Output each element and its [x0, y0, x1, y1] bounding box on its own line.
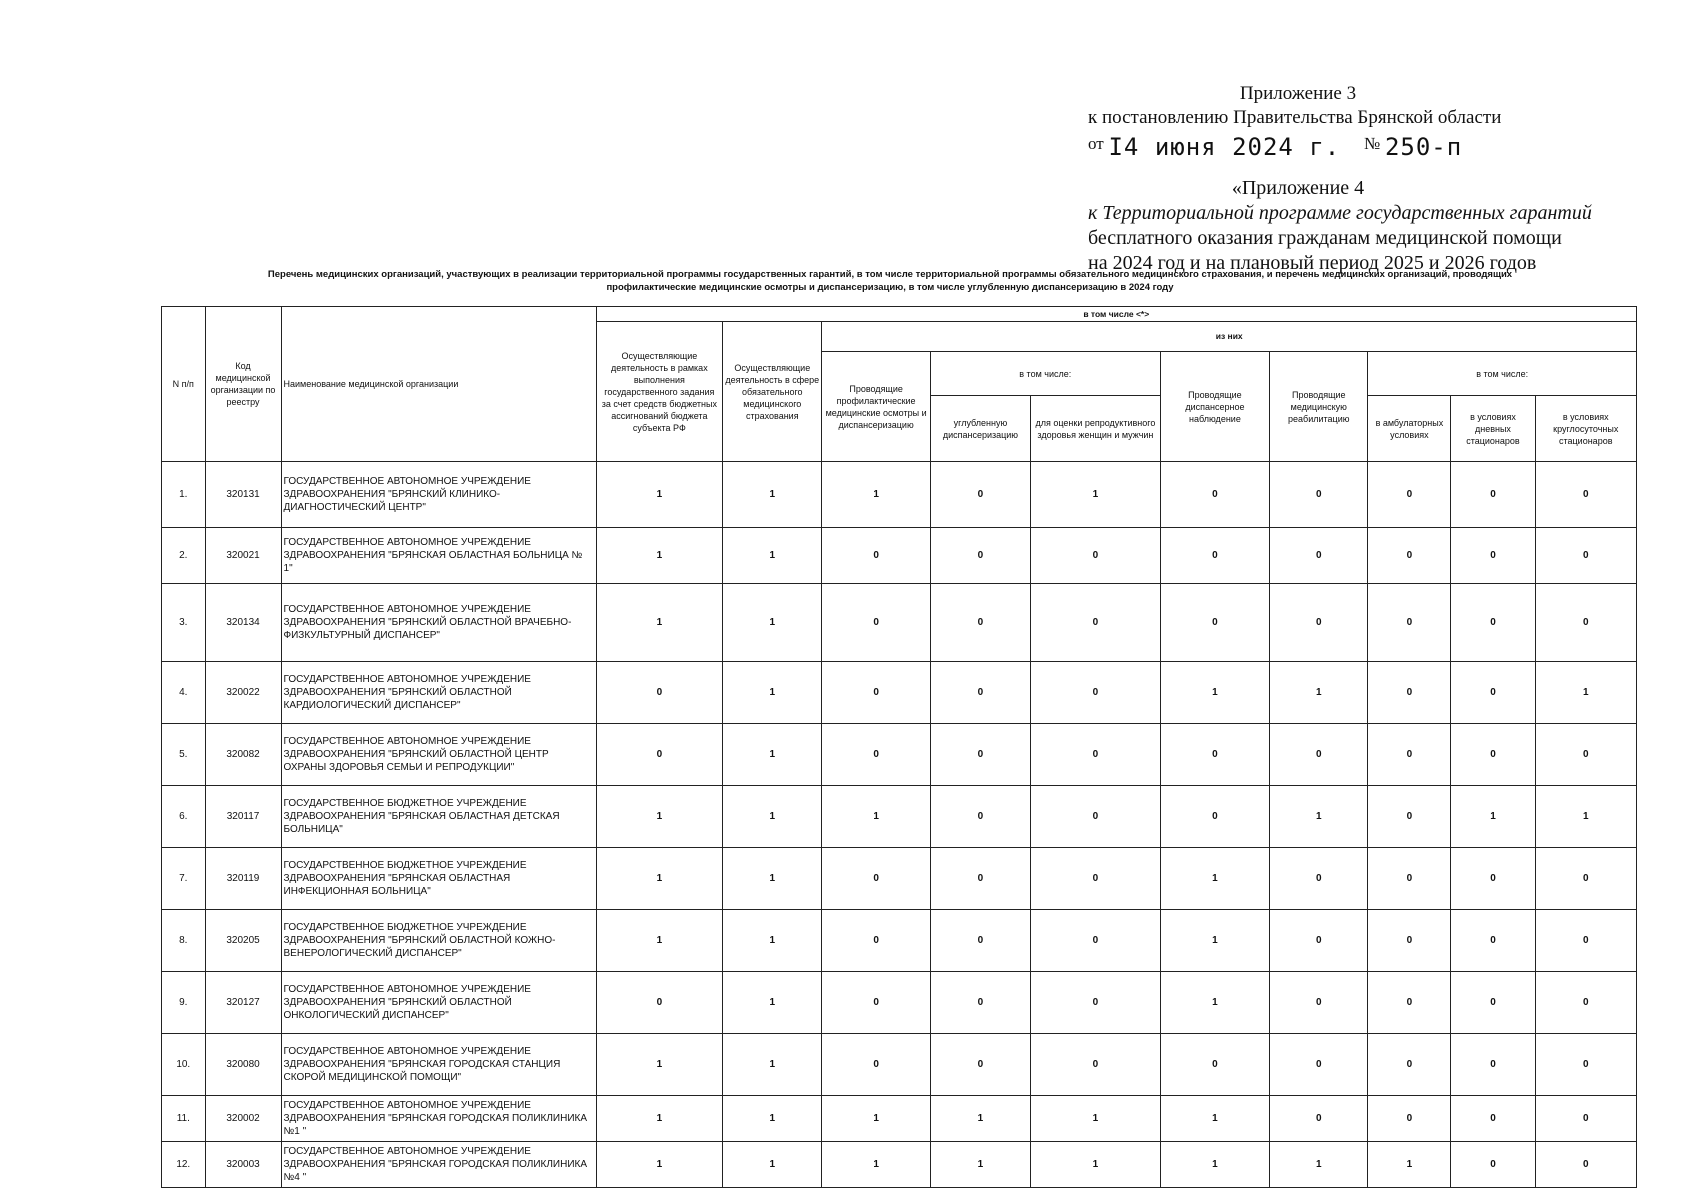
row-code: 320003 — [205, 1142, 281, 1188]
row-value: 0 — [1535, 848, 1637, 910]
row-value: 0 — [1368, 786, 1451, 848]
row-value: 0 — [1270, 848, 1368, 910]
row-value: 0 — [930, 584, 1030, 662]
row-value: 0 — [930, 462, 1030, 528]
row-value: 0 — [1368, 584, 1451, 662]
row-value: 1 — [723, 972, 822, 1034]
row-code: 320080 — [205, 1034, 281, 1096]
row-code: 320002 — [205, 1096, 281, 1142]
row-value: 1 — [596, 910, 723, 972]
row-value: 1 — [1535, 662, 1637, 724]
row-value: 0 — [822, 910, 930, 972]
row-value: 1 — [723, 462, 822, 528]
table-row — [162, 462, 1637, 528]
row-value: 0 — [596, 724, 723, 786]
row-value: 0 — [1270, 1034, 1368, 1096]
col-incl-1: в том числе: — [930, 352, 1160, 396]
col-amb: в амбулаторных условиях — [1368, 396, 1451, 462]
row-value: 0 — [1535, 972, 1637, 1034]
date-value: I4 июня 2024 г. — [1108, 133, 1341, 161]
number-prefix: № — [1363, 134, 1381, 153]
row-value: 0 — [1451, 1096, 1535, 1142]
row-number: 8. — [162, 910, 206, 972]
row-value: 0 — [1535, 1096, 1637, 1142]
row-value: 1 — [930, 1142, 1030, 1188]
row-org-name: ГОСУДАРСТВЕННОЕ АВТОНОМНОЕ УЧРЕЖДЕНИЕ ЗДРАВООХРАНЕНИЯ "БРЯНСКИЙ ОБЛАСТНОЙ ОНКОЛОГИЧЕСКИЙ ДИСПАНСЕР" — [281, 972, 596, 1034]
col-name: Наименование медицинской организации — [281, 307, 596, 462]
row-value: 0 — [822, 724, 930, 786]
row-org-name: ГОСУДАРСТВЕННОЕ АВТОНОМНОЕ УЧРЕЖДЕНИЕ ЗДРАВООХРАНЕНИЯ "БРЯНСКАЯ ГОРОДСКАЯ ПОЛИКЛИНИКА №1 " — [281, 1096, 596, 1142]
number-value: 250-п — [1384, 133, 1463, 161]
row-number: 10. — [162, 1034, 206, 1096]
appendix-label: Приложение 3 — [1239, 83, 1357, 104]
row-value: 0 — [1451, 528, 1535, 584]
document-title — [160, 268, 1620, 294]
row-value: 1 — [723, 1034, 822, 1096]
row-value: 1 — [1270, 1142, 1368, 1188]
row-number: 4. — [162, 662, 206, 724]
row-value: 1 — [1451, 786, 1535, 848]
quote-appendix: «Приложение 4 — [1231, 177, 1365, 199]
program-line-1: к Территориальной программе государственных гарантий — [1088, 202, 1592, 224]
col-of-them: из них — [822, 322, 1637, 352]
row-org-name: ГОСУДАРСТВЕННОЕ БЮДЖЕТНОЕ УЧРЕЖДЕНИЕ ЗДРАВООХРАНЕНИЯ "БРЯНСКАЯ ОБЛАСТНАЯ ДЕТСКАЯ БОЛЬНИЦА" — [281, 786, 596, 848]
row-code: 320131 — [205, 462, 281, 528]
row-code: 320134 — [205, 584, 281, 662]
row-value: 0 — [930, 972, 1030, 1034]
row-org-name: ГОСУДАРСТВЕННОЕ БЮДЖЕТНОЕ УЧРЕЖДЕНИЕ ЗДРАВООХРАНЕНИЯ "БРЯНСКИЙ ОБЛАСТНОЙ КОЖНО-ВЕНЕРОЛОГИЧЕСКИЙ ДИСПАНСЕР" — [281, 910, 596, 972]
row-value: 1 — [1270, 786, 1368, 848]
col-round: в условиях круглосуточных стационаров — [1535, 396, 1637, 462]
row-value: 0 — [1368, 1096, 1451, 1142]
row-value: 1 — [723, 584, 822, 662]
table-row — [162, 584, 1637, 662]
row-number: 1. — [162, 462, 206, 528]
col-repro: для оценки репродуктивного здоровья женщин и мужчин — [1031, 396, 1161, 462]
row-value: 0 — [930, 662, 1030, 724]
row-value: 1 — [723, 528, 822, 584]
row-value: 0 — [1535, 1142, 1637, 1188]
col-incl-2: в том числе: — [1368, 352, 1637, 396]
row-org-name: ГОСУДАРСТВЕННОЕ АВТОНОМНОЕ УЧРЕЖДЕНИЕ ЗДРАВООХРАНЕНИЯ "БРЯНСКАЯ ГОРОДСКАЯ СТАНЦИЯ СКОРОЙ МЕДИЦИНСКОЙ ПОМОЩИ" — [281, 1034, 596, 1096]
row-org-name: ГОСУДАРСТВЕННОЕ АВТОНОМНОЕ УЧРЕЖДЕНИЕ ЗДРАВООХРАНЕНИЯ "БРЯНСКАЯ ГОРОДСКАЯ ПОЛИКЛИНИКА №4 " — [281, 1142, 596, 1188]
row-value: 0 — [1451, 1142, 1535, 1188]
row-value: 1 — [723, 848, 822, 910]
row-value: 0 — [1535, 1034, 1637, 1096]
row-value: 0 — [1451, 848, 1535, 910]
row-code: 320127 — [205, 972, 281, 1034]
row-value: 0 — [1368, 462, 1451, 528]
row-value: 1 — [596, 584, 723, 662]
table-header — [162, 307, 1637, 462]
row-code: 320117 — [205, 786, 281, 848]
row-value: 0 — [1160, 786, 1269, 848]
row-value: 1 — [723, 724, 822, 786]
row-value: 0 — [1270, 528, 1368, 584]
row-value: 0 — [1368, 662, 1451, 724]
row-value: 1 — [1270, 662, 1368, 724]
row-value: 1 — [822, 1142, 930, 1188]
row-value: 0 — [930, 1034, 1030, 1096]
title-line-2: профилактические медицинские осмотры и диспансеризацию, в том числе углубленную диспансеризацию в 2024 году — [606, 282, 1174, 293]
row-value: 0 — [1368, 1034, 1451, 1096]
table-body — [162, 462, 1637, 1188]
row-value: 0 — [1535, 910, 1637, 972]
date-prefix: от — [1088, 134, 1104, 153]
date-line — [1088, 132, 1592, 162]
row-value: 0 — [822, 584, 930, 662]
row-value: 0 — [1451, 462, 1535, 528]
row-value: 0 — [1451, 1034, 1535, 1096]
row-value: 0 — [1451, 584, 1535, 662]
row-value: 1 — [1031, 462, 1161, 528]
row-value: 1 — [723, 910, 822, 972]
row-number: 6. — [162, 786, 206, 848]
col-prof: Проводящие профилактические медицинские осмотры и диспансеризацию — [822, 352, 930, 462]
row-value: 1 — [723, 1142, 822, 1188]
table-row — [162, 786, 1637, 848]
document-header — [1088, 82, 1592, 276]
row-value: 0 — [1270, 584, 1368, 662]
row-value: 1 — [596, 1096, 723, 1142]
row-value: 0 — [1031, 584, 1161, 662]
row-value: 0 — [596, 972, 723, 1034]
row-value: 0 — [822, 1034, 930, 1096]
row-value: 1 — [596, 528, 723, 584]
row-value: 0 — [1160, 528, 1269, 584]
col-num: N п/п — [162, 307, 206, 462]
decree-line: к постановлению Правительства Брянской области — [1088, 107, 1502, 128]
row-value: 1 — [1160, 910, 1269, 972]
row-value: 0 — [1031, 848, 1161, 910]
row-value: 1 — [723, 662, 822, 724]
row-number: 12. — [162, 1142, 206, 1188]
row-value: 1 — [1160, 972, 1269, 1034]
col-day: в условиях дневных стационаров — [1451, 396, 1535, 462]
row-code: 320205 — [205, 910, 281, 972]
row-value: 0 — [1270, 910, 1368, 972]
row-number: 2. — [162, 528, 206, 584]
table-row — [162, 1034, 1637, 1096]
row-org-name: ГОСУДАРСТВЕННОЕ АВТОНОМНОЕ УЧРЕЖДЕНИЕ ЗДРАВООХРАНЕНИЯ "БРЯНСКИЙ ОБЛАСТНОЙ ЦЕНТР ОХРАНЫ ЗДОРОВЬЯ СЕМЬИ И РЕПРОДУКЦИИ" — [281, 724, 596, 786]
organizations-table — [161, 306, 1637, 1188]
row-value: 0 — [930, 848, 1030, 910]
row-value: 0 — [1535, 584, 1637, 662]
row-value: 1 — [822, 462, 930, 528]
row-value: 0 — [1031, 972, 1161, 1034]
row-value: 0 — [1451, 910, 1535, 972]
table-row — [162, 662, 1637, 724]
table-row — [162, 910, 1637, 972]
row-value: 1 — [596, 1034, 723, 1096]
row-value: 0 — [1031, 1034, 1161, 1096]
row-number: 3. — [162, 584, 206, 662]
row-value: 1 — [596, 1142, 723, 1188]
table-row — [162, 528, 1637, 584]
program-line-2: бесплатного оказания гражданам медицинской помощи — [1088, 227, 1562, 249]
row-value: 1 — [596, 786, 723, 848]
row-value: 1 — [822, 1096, 930, 1142]
row-number: 9. — [162, 972, 206, 1034]
row-value: 0 — [1160, 724, 1269, 786]
row-value: 0 — [1031, 528, 1161, 584]
row-value: 0 — [1451, 724, 1535, 786]
row-code: 320021 — [205, 528, 281, 584]
row-value: 0 — [930, 910, 1030, 972]
row-value: 0 — [1368, 528, 1451, 584]
row-value: 0 — [1270, 462, 1368, 528]
col-rehab: Проводящие медицинскую реабилитацию — [1270, 352, 1368, 462]
row-value: 1 — [1160, 1096, 1269, 1142]
row-value: 1 — [723, 1096, 822, 1142]
row-value: 1 — [822, 786, 930, 848]
row-value: 0 — [1368, 848, 1451, 910]
row-value: 0 — [822, 972, 930, 1034]
row-number: 5. — [162, 724, 206, 786]
table-row — [162, 724, 1637, 786]
row-value: 0 — [1368, 910, 1451, 972]
row-value: 1 — [1160, 1142, 1269, 1188]
row-org-name: ГОСУДАРСТВЕННОЕ БЮДЖЕТНОЕ УЧРЕЖДЕНИЕ ЗДРАВООХРАНЕНИЯ "БРЯНСКАЯ ОБЛАСТНАЯ ИНФЕКЦИОННАЯ БОЛЬНИЦА" — [281, 848, 596, 910]
col-including: в том числе <*> — [596, 307, 1636, 322]
row-value: 0 — [1368, 972, 1451, 1034]
row-value: 1 — [596, 462, 723, 528]
table-row — [162, 1142, 1637, 1188]
row-value: 1 — [1368, 1142, 1451, 1188]
col-deep: углубленную диспансеризацию — [930, 396, 1030, 462]
title-line-1: Перечень медицинских организаций, участвующих в реализации территориальной программы государственных гарантий, в том числе территориальной программы обязательного медицинского страхования, и перечень медицинских организаций, проводящих — [267, 269, 1513, 280]
row-value: 0 — [1160, 462, 1269, 528]
row-value: 0 — [1031, 662, 1161, 724]
table-row — [162, 972, 1637, 1034]
row-org-name: ГОСУДАРСТВЕННОЕ АВТОНОМНОЕ УЧРЕЖДЕНИЕ ЗДРАВООХРАНЕНИЯ "БРЯНСКИЙ КЛИНИКО-ДИАГНОСТИЧЕСКИЙ ЦЕНТР" — [281, 462, 596, 528]
row-value: 0 — [1160, 584, 1269, 662]
row-value: 0 — [1031, 786, 1161, 848]
row-code: 320082 — [205, 724, 281, 786]
row-value: 0 — [1031, 910, 1161, 972]
row-value: 0 — [1270, 1096, 1368, 1142]
row-value: 1 — [1031, 1096, 1161, 1142]
col-budget: Осуществляющие деятельность в рамках выполнения государственного задания за счет средств бюджетных ассигнований бюджета субъекта РФ — [596, 322, 723, 462]
row-org-name: ГОСУДАРСТВЕННОЕ АВТОНОМНОЕ УЧРЕЖДЕНИЕ ЗДРАВООХРАНЕНИЯ "БРЯНСКАЯ ОБЛАСТНАЯ БОЛЬНИЦА № 1" — [281, 528, 596, 584]
row-value: 0 — [822, 662, 930, 724]
row-value: 0 — [1160, 1034, 1269, 1096]
row-value: 0 — [1270, 972, 1368, 1034]
row-value: 1 — [1160, 662, 1269, 724]
row-code: 320022 — [205, 662, 281, 724]
row-value: 0 — [930, 786, 1030, 848]
row-value: 0 — [1270, 724, 1368, 786]
row-code: 320119 — [205, 848, 281, 910]
table-row — [162, 1096, 1637, 1142]
row-value: 1 — [1160, 848, 1269, 910]
row-value: 1 — [1031, 1142, 1161, 1188]
row-org-name: ГОСУДАРСТВЕННОЕ АВТОНОМНОЕ УЧРЕЖДЕНИЕ ЗДРАВООХРАНЕНИЯ "БРЯНСКИЙ ОБЛАСТНОЙ ВРАЧЕБНО-ФИЗКУЛЬТУРНЫЙ ДИСПАНСЕР" — [281, 584, 596, 662]
row-number: 7. — [162, 848, 206, 910]
row-value: 0 — [822, 528, 930, 584]
row-org-name: ГОСУДАРСТВЕННОЕ АВТОНОМНОЕ УЧРЕЖДЕНИЕ ЗДРАВООХРАНЕНИЯ "БРЯНСКИЙ ОБЛАСТНОЙ КАРДИОЛОГИЧЕСКИЙ ДИСПАНСЕР" — [281, 662, 596, 724]
row-value: 1 — [1535, 786, 1637, 848]
col-disp: Проводящие диспансерное наблюдение — [1160, 352, 1269, 462]
col-oms: Осуществляющие деятельность в сфере обязательного медицинского страхования — [723, 322, 822, 462]
row-value: 0 — [1451, 662, 1535, 724]
table-row — [162, 848, 1637, 910]
row-value: 0 — [1535, 528, 1637, 584]
row-value: 1 — [930, 1096, 1030, 1142]
row-value: 1 — [596, 848, 723, 910]
row-value: 0 — [822, 848, 930, 910]
row-value: 0 — [1031, 724, 1161, 786]
row-value: 0 — [1535, 724, 1637, 786]
row-value: 0 — [596, 662, 723, 724]
row-value: 0 — [930, 724, 1030, 786]
row-value: 1 — [723, 786, 822, 848]
row-number: 11. — [162, 1096, 206, 1142]
row-value: 0 — [1451, 972, 1535, 1034]
row-value: 0 — [1368, 724, 1451, 786]
row-value: 0 — [930, 528, 1030, 584]
col-code: Код медицинской организации по реестру — [205, 307, 281, 462]
row-value: 0 — [1535, 462, 1637, 528]
program-line-3: на 2024 год и на плановый период 2025 и 2026 годов — [1088, 252, 1537, 274]
